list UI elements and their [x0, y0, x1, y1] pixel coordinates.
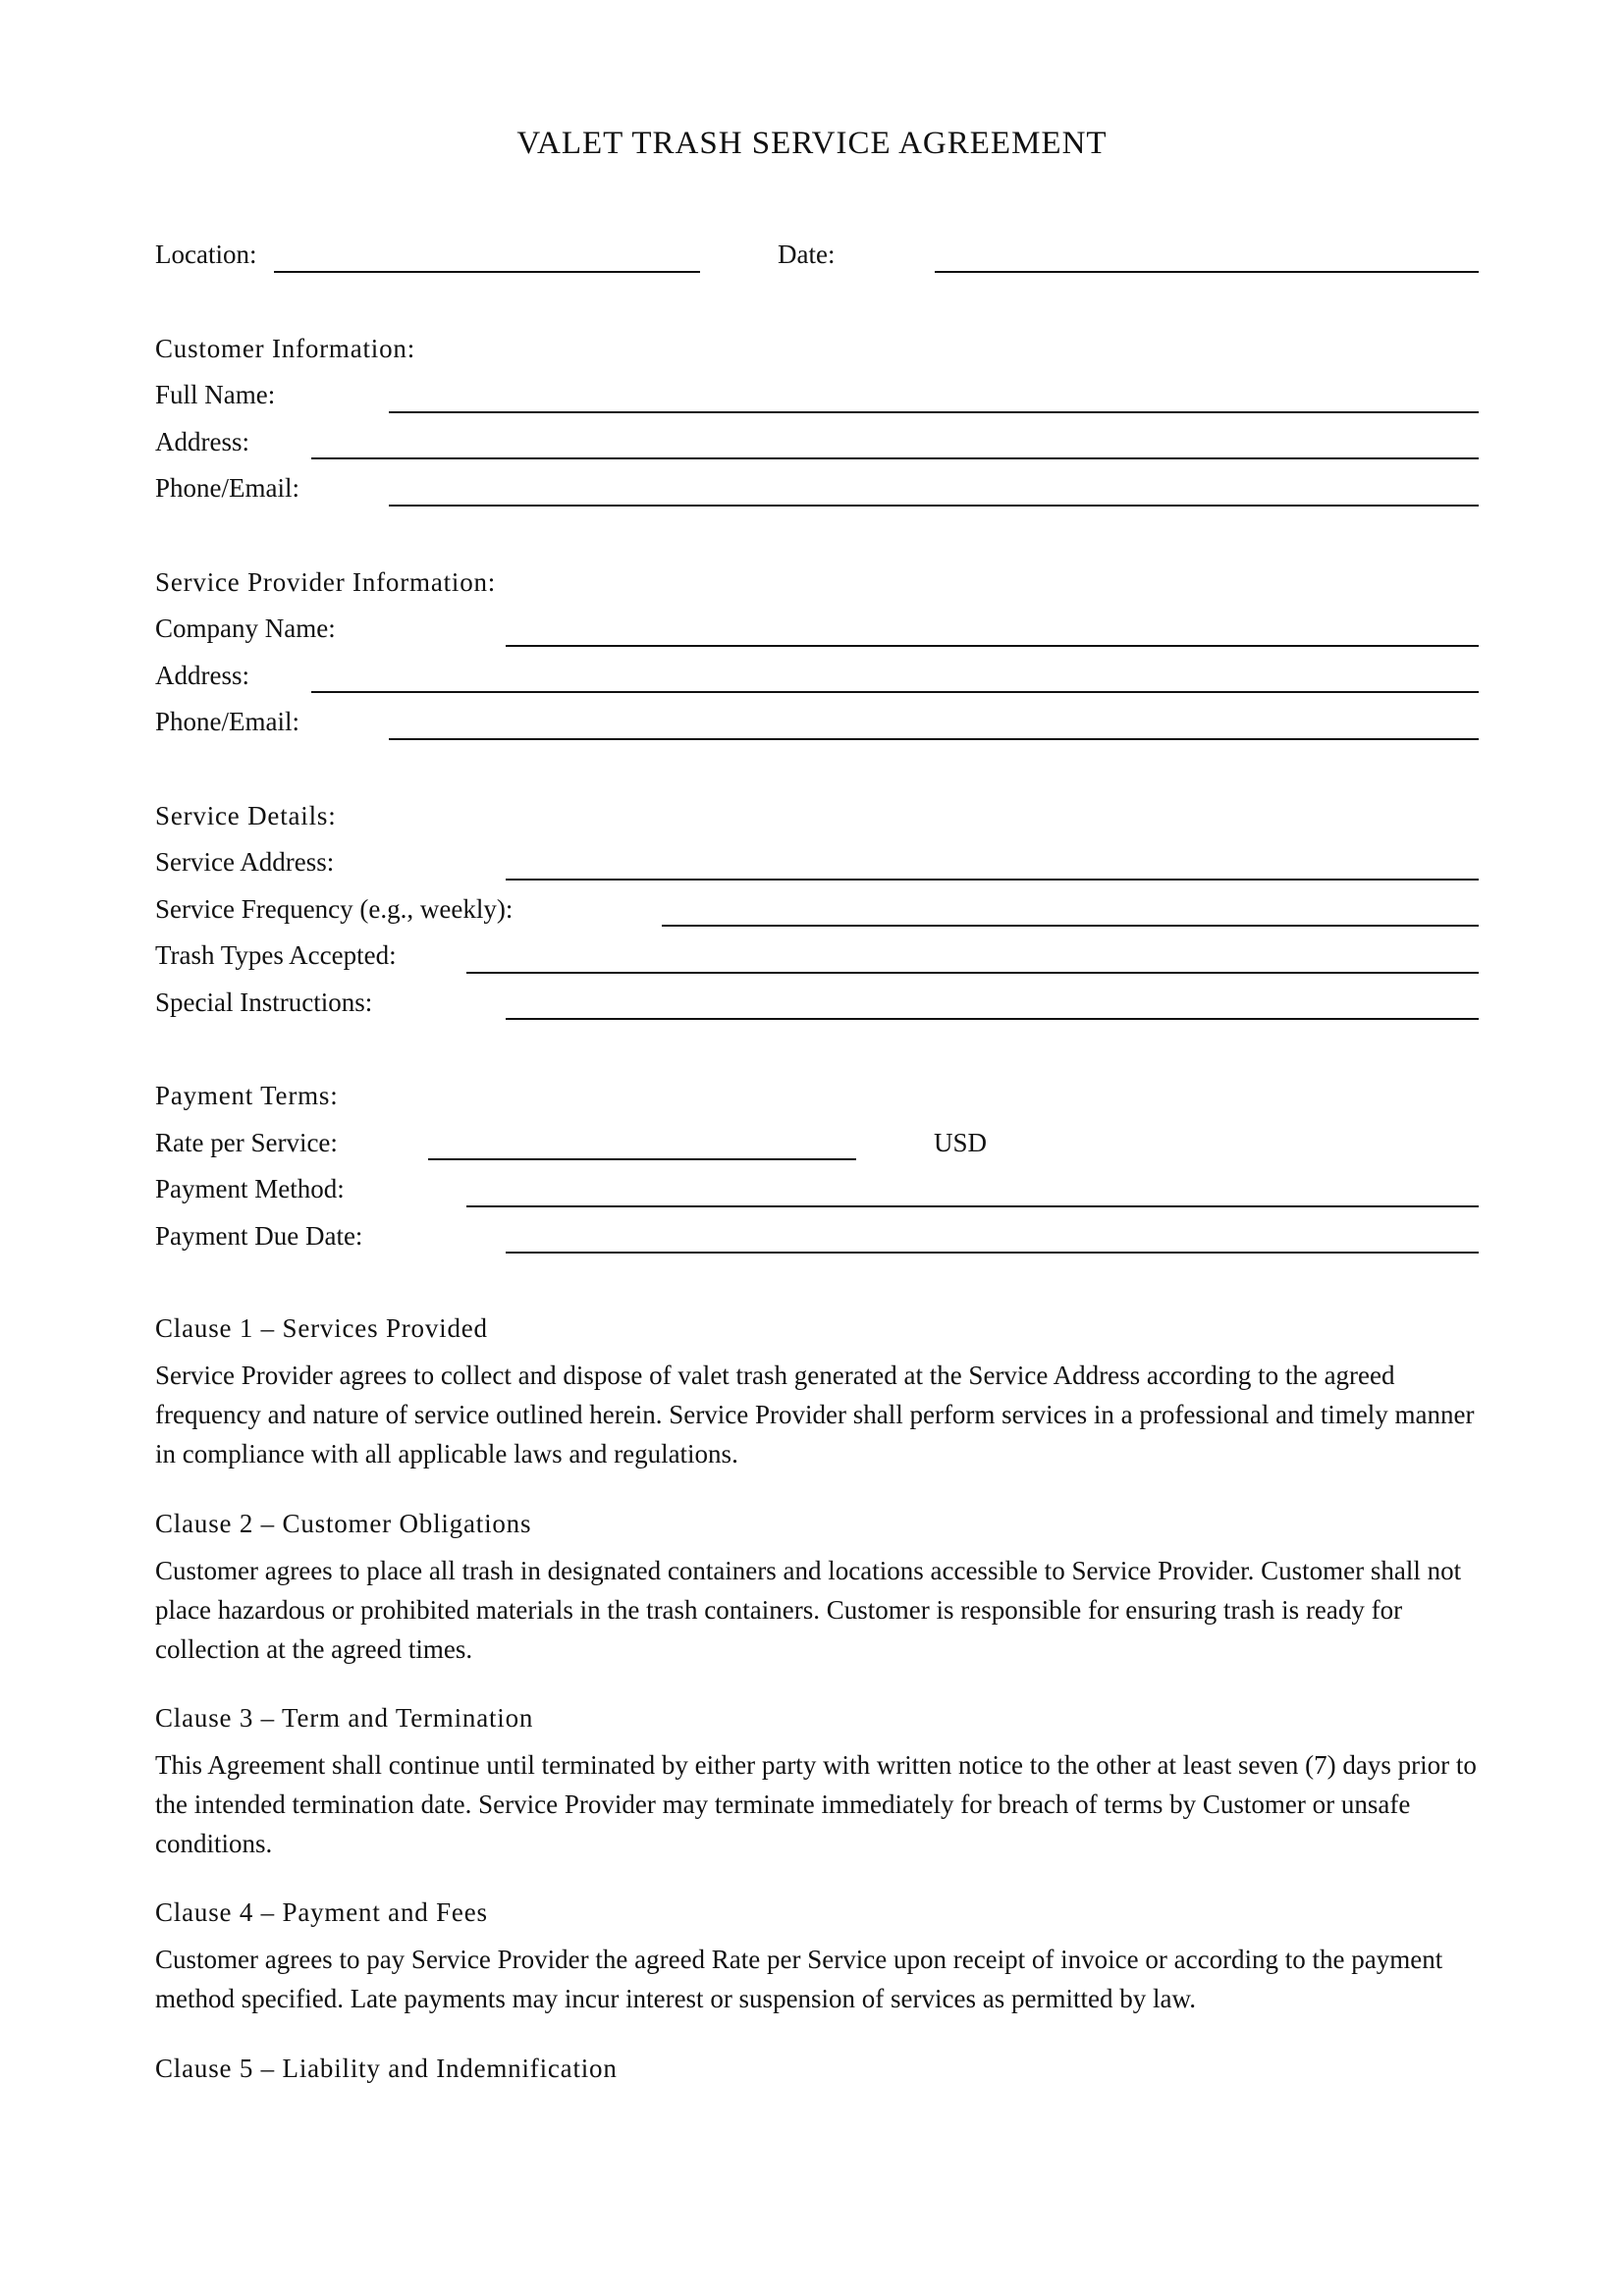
- provider-info-heading: Service Provider Information:: [155, 567, 497, 597]
- service-address-field[interactable]: [506, 879, 1479, 881]
- date-label: Date:: [778, 240, 836, 269]
- trash-types-label: Trash Types Accepted:: [155, 940, 397, 970]
- date-field[interactable]: [935, 271, 1479, 273]
- payment-method-label: Payment Method:: [155, 1174, 345, 1203]
- payment-due-date-field[interactable]: [506, 1252, 1479, 1254]
- customer-full-name-field[interactable]: [389, 411, 1479, 413]
- clause-5-heading: Clause 5 – Liability and Indemnification: [155, 2054, 618, 2083]
- customer-full-name-label: Full Name:: [155, 380, 276, 409]
- provider-phone-email-field[interactable]: [389, 738, 1479, 740]
- rate-per-service-label: Rate per Service:: [155, 1128, 338, 1157]
- currency-label: USD: [934, 1128, 988, 1157]
- payment-terms-heading: Payment Terms:: [155, 1081, 339, 1110]
- clause-1-heading: Clause 1 – Services Provided: [155, 1313, 488, 1343]
- trash-types-field[interactable]: [466, 972, 1479, 974]
- customer-address-label: Address:: [155, 427, 249, 456]
- service-frequency-label: Service Frequency (e.g., weekly):: [155, 894, 514, 924]
- service-address-label: Service Address:: [155, 847, 335, 877]
- service-details-heading: Service Details:: [155, 801, 337, 830]
- clause-3-heading: Clause 3 – Term and Termination: [155, 1703, 534, 1733]
- provider-phone-email-label: Phone/Email:: [155, 707, 299, 736]
- clause-2-heading: Clause 2 – Customer Obligations: [155, 1509, 532, 1538]
- clause-4-text: Customer agrees to pay Service Provider the agreed Rate per Service upon receipt of invoice or according to the payment method specified. Late payments may incur interest or suspension of services as permitted by law.: [155, 1945, 1443, 2013]
- location-field[interactable]: [274, 271, 700, 273]
- rate-per-service-field[interactable]: [428, 1158, 856, 1160]
- payment-due-date-label: Payment Due Date:: [155, 1221, 363, 1251]
- customer-address-field[interactable]: [311, 457, 1479, 459]
- clause-4-heading: Clause 4 – Payment and Fees: [155, 1897, 488, 1927]
- provider-address-label: Address:: [155, 661, 249, 690]
- provider-company-name-label: Company Name:: [155, 614, 336, 643]
- special-instructions-label: Special Instructions:: [155, 988, 373, 1017]
- payment-method-field[interactable]: [466, 1205, 1479, 1207]
- provider-company-name-field[interactable]: [506, 645, 1479, 647]
- clause-2-text: Customer agrees to place all trash in designated containers and locations accessible to Service Provider. Customer shall not place hazardous or prohibited materials in the trash containers. Customer is responsible for ensuring trash is ready for collection at the agreed times.: [155, 1556, 1462, 1664]
- customer-phone-email-field[interactable]: [389, 505, 1479, 507]
- document-title: VALET TRASH SERVICE AGREEMENT: [516, 126, 1108, 161]
- provider-address-field[interactable]: [311, 691, 1479, 693]
- clause-3-text: This Agreement shall continue until terminated by either party with written notice to the other at least seven (7) days prior to the intended termination date. Service Provider may terminate immediately for breach of terms by Customer or unsafe conditions.: [155, 1750, 1477, 1858]
- service-frequency-field[interactable]: [662, 925, 1479, 927]
- clause-1-text: Service Provider agrees to collect and dispose of valet trash generated at the Service Address according to the agreed frequency and nature of service outlined herein. Service Provider shall perform services in a professional and timely manner in compliance with all applicable laws and regulations.: [155, 1361, 1475, 1468]
- special-instructions-field[interactable]: [506, 1018, 1479, 1020]
- customer-phone-email-label: Phone/Email:: [155, 473, 299, 503]
- customer-info-heading: Customer Information:: [155, 334, 416, 363]
- location-label: Location:: [155, 240, 257, 269]
